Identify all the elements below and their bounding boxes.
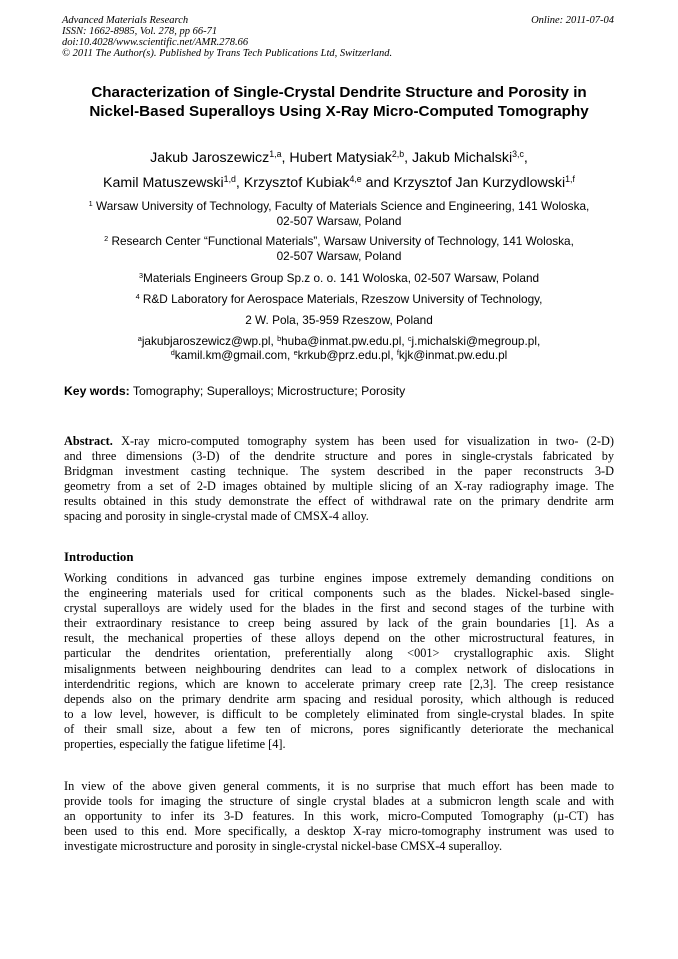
abstract-label: Abstract. [64,434,113,448]
author-sep: , [523,150,528,166]
email-address: kamil.km@gmail.com [174,348,288,362]
author-sup: 3,c [512,149,524,160]
email-sup: c [407,333,412,343]
author-sup: 2,b [391,149,405,160]
abstract-line: Bridgman investment casting technique. The system described in the paper reconstructs 3-D [64,464,614,479]
email-sup: f [396,347,399,357]
intro-line: an opportunity to infer its 3-D features. In this work, micro-Computed Tomography (µ-CT) has [64,809,614,824]
author-sup: 1,d [223,174,236,185]
email-sep: , [401,334,408,348]
email-address: krkub@prz.edu.pl [297,348,391,362]
email-sup: e [293,347,298,357]
author-sep: and [361,175,394,191]
author-name: Jakub Michalski [411,150,513,166]
author-sup: 1,a [269,149,282,160]
intro-line: particular the dendrites orientation, preferentially along <001> crystallographic axis. Slight [64,646,614,661]
abstract-line: results obtained in this study demonstrate the effect of withdrawal rate on the primary dendrite arm [64,494,614,509]
keywords-text: Tomography; Superalloys; Microstructure; Porosity [129,384,406,398]
email-sep: , [270,334,278,348]
email-sep: , [390,348,397,362]
keywords [64,384,405,399]
intro-line: been used to this end. More specifically, a desktop X-ray micro-tomography instrument was used to [64,824,614,839]
affiliation-text: Research Center “Functional Materials”, Warsaw University of Technology, 141 Woloska, [111,234,574,248]
intro-line: crystal superalloys are widely used for the blades in the first and second stages of the turbine with [64,601,614,616]
author-sep: , [404,150,412,166]
intro-line: properties, especially the fatigue lifetime [4]. [64,737,286,752]
intro-line: misalignments between neighbouring dendrites can lead to a complex network of dislocations in [64,661,614,676]
author-sep: , [235,175,244,191]
affiliation-4 [40,292,638,328]
intro-line: their extraordinary resistance to creep being assured by lack of the grain boundaries [1]. As a [64,616,614,631]
journal-name: Advanced Materials Research [62,15,189,26]
author-name: Kamil Matuszewski [103,175,224,191]
abstract-paragraph [64,434,614,525]
affiliation-num: 4 [135,291,140,301]
affiliation-num: 1 [88,198,93,208]
paper-title [40,83,638,121]
affiliation-num: 2 [104,233,109,243]
author-sup: 1,f [565,174,575,185]
intro-line: the engineering materials used for critical components such as the blades. Nickel-based single- [64,586,614,601]
doi-line: doi:10.4028/www.scientific.net/AMR.278.66 [62,37,249,48]
email-sup: b [277,333,282,343]
email-sep: , [536,334,541,348]
author-sup: 4,e [349,174,362,185]
affiliation-3 [40,271,638,286]
affiliation-num: 3 [138,270,143,280]
author-name: Jakub Jaroszewicz [150,150,270,166]
author-name: Hubert Matysiak [289,150,392,166]
author-name: Krzysztof Kubiak [243,175,350,191]
intro-line: In view of the above given general comments, it is no surprise that much effort has been made to [64,779,614,793]
affiliation-text: 2 W. Pola, 35-959 Rzeszow, Poland [245,313,433,327]
intro-line: result, the mechanical properties of these alloys depend on the other microstructural features, in [64,631,614,646]
copyright-line: © 2011 The Author(s). Published by Trans Tech Publications Ltd, Switzerland. [62,48,393,59]
email-sup: d [170,347,175,357]
abstract-line: X-ray micro-computed tomography system has been used for visualization in two- (2-D) [112,434,614,448]
introduction-heading: Introduction [64,550,134,564]
author-sep: , [281,150,290,166]
title-line-2: Nickel-Based Superalloys Using X-Ray Micro-Computed Tomography [89,103,589,120]
introduction-paragraph-1 [64,571,614,752]
intro-line: interdendritic regions, which are known to accelerate primary creep rate [2,3]. The creep resistance [64,676,614,691]
intro-line: to a low level, however, is difficult to be completely eliminated from single-crystal blades. In spite [64,706,614,721]
authors-line-1 [30,150,648,167]
abstract-line: spacing and porosity in single-crystal made of CMSX-4 alloy. [64,509,369,524]
email-address: huba@inmat.pw.edu.pl [281,334,402,348]
affiliation-text: Materials Engineers Group Sp.z o. o. 141 Woloska, 02-507 Warsaw, Poland [143,271,540,285]
email-address: jakubjaroszewicz@wp.pl [141,334,271,348]
intro-line: of their small size, about a few ten of microns, pores significantly deteriorate the mechanical [64,721,614,736]
affiliation-2 [40,234,638,264]
email-address: j.michalski@megroup.pl [411,334,537,348]
intro-line: Working conditions in advanced gas turbine engines impose extremely demanding conditions on [64,571,614,585]
abstract-line: geometry from a set of 2-D images obtained by multiple slicing of an X-ray radiography image. The [64,479,614,494]
email-sep: , [287,348,294,362]
email-address: kjk@inmat.pw.edu.pl [398,348,508,362]
author-emails [40,334,638,362]
author-name: Krzysztof Jan Kurzydlowski [393,175,566,191]
affiliation-text: R&D Laboratory for Aerospace Materials, Rzeszow University of Technology, [142,292,543,306]
intro-line: investigate microstructure and porosity in single-crystal nickel-base CMSX-4 superalloy. [64,839,503,854]
title-line-1: Characterization of Single-Crystal Dendrite Structure and Porosity in [91,84,587,101]
authors-line-2 [30,175,648,192]
affiliation-text: 02-507 Warsaw, Poland [276,249,402,263]
affiliation-text: 02-507 Warsaw, Poland [276,214,402,228]
intro-line: depends also on the primary dendrite arm spacing and residual porosity, which although is reduced [64,691,614,706]
online-date: Online: 2011-07-04 [531,15,614,26]
intro-line: provide tools for imaging the structure of single crystal blades at a submicron length scale and with [64,794,614,809]
issn-line: ISSN: 1662-8985, Vol. 278, pp 66-71 [62,26,218,37]
abstract-line: and three dimensions (3-D) of the dendrite structure and pores in single-crystals fabricated by [64,449,614,464]
affiliation-text: Warsaw University of Technology, Faculty of Materials Science and Engineering, 141 Woloska, [96,199,590,213]
email-sup: a [137,333,142,343]
keywords-label: Key words: [64,384,130,398]
introduction-paragraph-2 [64,779,614,854]
affiliation-1 [40,199,638,229]
